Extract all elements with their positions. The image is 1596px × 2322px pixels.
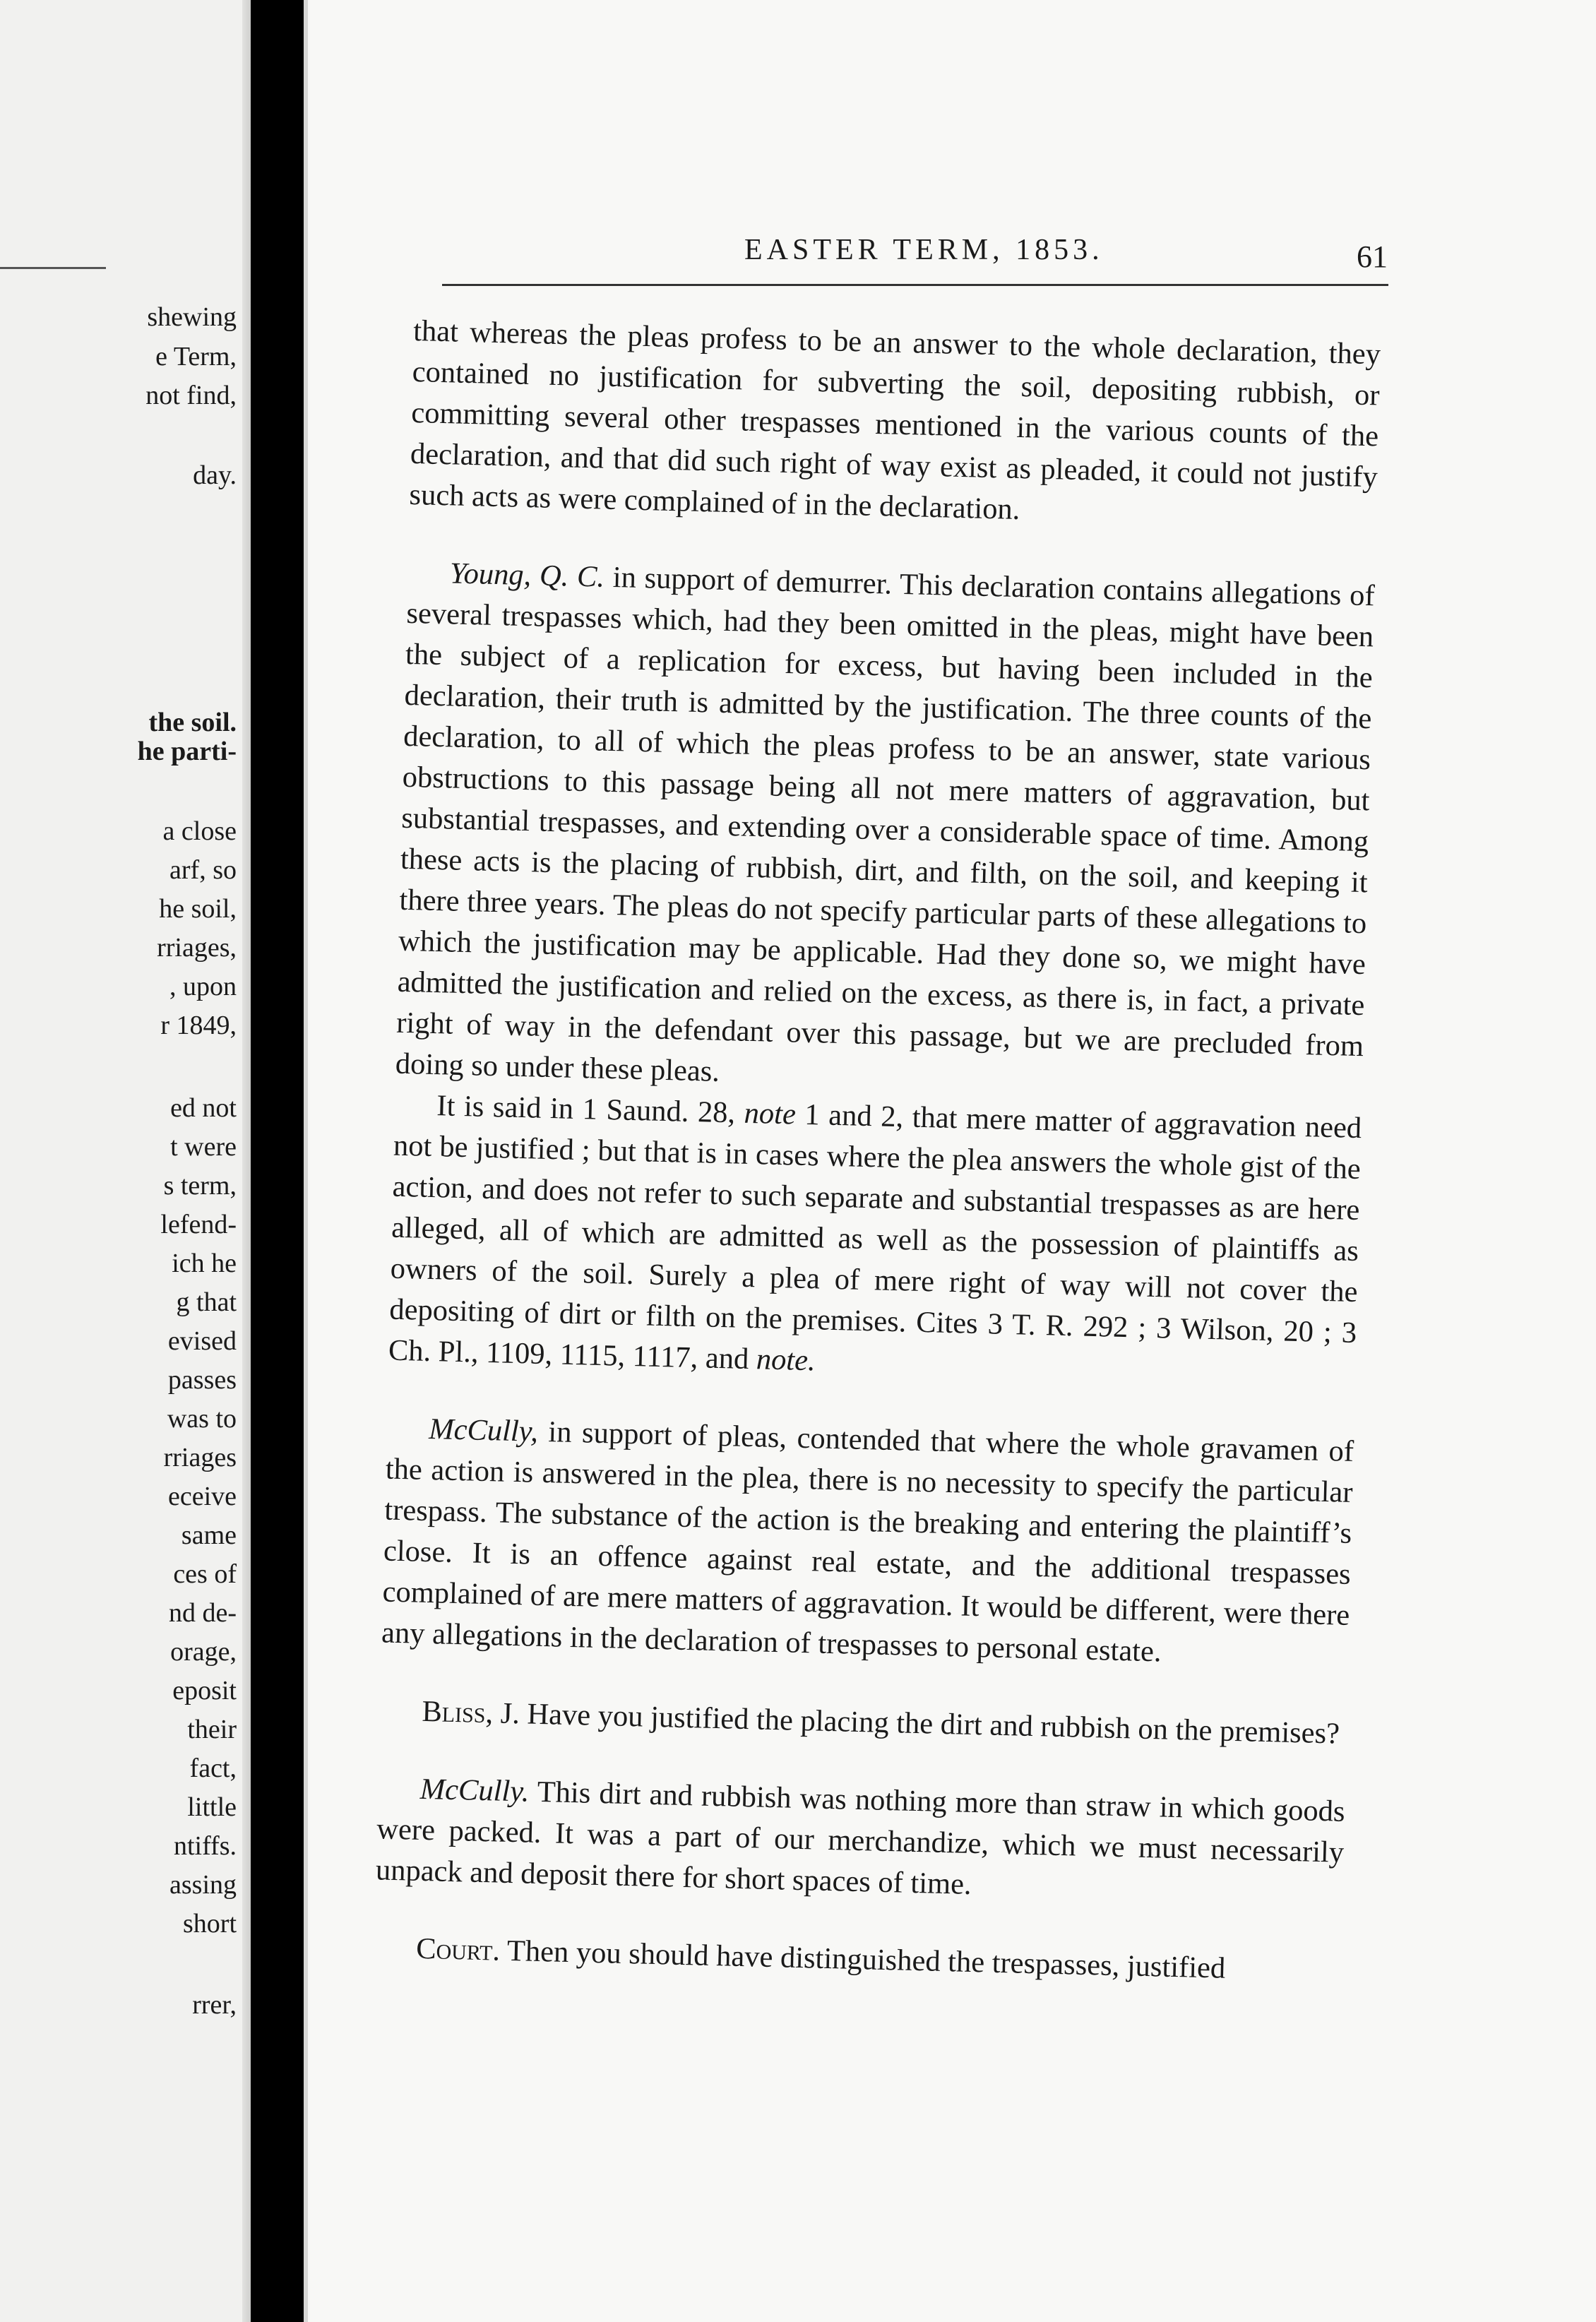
left-text-fragment: rrer, [192,1990,237,2020]
paragraph-text: 1 and 2, that mere matter of aggravation need not be justified ; but that is in cases where the plea answers the whole gist of the action, and does not refer to such separate and substantial trespasses as are here alleged, all of which are admitted as well as the possession of plaintiffs as owners of the soil. Surely a plea of mere right of way will not cover the depositing of dirt or filth on the premises. Cites 3 T. R. 292 ; 3 Wilson, 20 ; 3 Ch. Pl., 1109, 1115, 1117, and [388,1097,1362,1376]
left-text-fragment: rriages [163,1443,237,1472]
left-text-fragment: nd de- [168,1598,237,1628]
left-text-fragment: short [183,1909,237,1939]
paragraph-court-response [374,1927,1342,1991]
left-text-fragment: evised [167,1326,237,1356]
body-text [374,311,1381,1992]
paragraph-continuation [409,311,1381,539]
page-number: 61 [1357,239,1388,274]
left-text-fragment: ich he [172,1249,237,1278]
left-text-fragment: shewing [147,302,237,332]
left-text-fragment: rriages, [157,933,237,963]
paragraph-young-argument [395,552,1375,1108]
speaker-name: Court. [415,1931,501,1967]
left-text-fragment: day. [193,460,237,490]
left-text-fragment: passes [167,1365,237,1395]
left-text-fragment: t were [170,1132,237,1162]
left-text-fragment: eceive [167,1482,237,1511]
left-page-gutter-edge [242,0,251,2322]
left-text-fragment: lefend- [160,1210,237,1239]
paragraph-text: It is said in 1 Saund. 28, [436,1089,745,1130]
paragraph-mccully-argument [381,1408,1354,1677]
speaker-name: Bliss, J. [421,1694,520,1731]
italic-note: note. [756,1342,816,1378]
paragraph-text: Have you justified the placing the dirt and rubbish on the premises? [519,1697,1340,1751]
left-text-fragment: r 1849, [160,1011,237,1040]
left-header-rule [0,267,106,269]
left-text-fragment: , upon [169,972,237,1001]
paragraph-text: Then you should have distinguished the trespasses, justified [499,1934,1226,1985]
left-text-fragment: s term, [163,1171,237,1201]
left-text-fragment: arf, so [169,855,237,885]
left-text-fragment: a close [162,816,237,846]
left-text-fragment: he parti- [137,737,237,766]
speaker-name: Young, Q. C. [449,556,605,594]
paragraph-text: in support of pleas, contended that where the whole gravamen of the action is answered in the plea, there is no necessity to specify the particular trespass. The substance of the action is the breaking and entering the plaintiff’s close. It is an offence against real estate, and the additional trespasses complained of are mere matters of aggravation. It would be different, were there any allegations in the declaration of trespasses to personal estate. [381,1415,1354,1669]
left-text-fragment: he soil, [159,894,237,924]
paragraph-saunders-citation [388,1085,1362,1395]
left-text-fragment: not find, [145,381,237,410]
left-text-fragment: eposit [172,1676,237,1705]
left-text-fragment: assing [169,1870,237,1900]
speaker-name: McCully. [419,1772,530,1809]
left-text-fragment: orage, [170,1637,237,1667]
header-rule [442,284,1388,286]
left-text-fragment: their [187,1715,237,1744]
left-text-fragment: little [187,1792,237,1822]
paragraph-text: This dirt and rubbish was nothing more than straw in which goods were packed. It was a part of our merchandize, which we must necessarily unpack and deposit there for short spaces of time. [375,1775,1346,1901]
left-text-fragment: was to [167,1404,237,1434]
left-text-fragment: same [181,1520,237,1550]
left-text-fragment: ed not [170,1093,237,1123]
left-text-fragment: the soil. [148,708,237,737]
running-title: EASTER TERM, 1853. [744,234,1104,266]
left-facing-page [0,0,251,2322]
italic-note: note [744,1096,797,1131]
paragraph-text: that whereas the pleas profess to be an answer to the whole declaration, they contained no justification for subverting the soil, depositing rubbish, or committing several other trespasses mentioned in the various counts of the declaration, and that did such right of way exist as pleaded, it could not justify such acts as were complained of in the declaration. [409,314,1381,527]
speaker-name: McCully, [428,1412,539,1448]
left-text-fragment: ntiffs. [173,1831,237,1861]
paragraph-mccully-reply [375,1768,1345,1914]
paragraph-bliss-question [379,1690,1347,1754]
left-text-fragment: ces of [173,1559,237,1589]
left-text-fragment: g that [176,1287,237,1317]
left-text-fragment: e Term, [155,342,237,371]
left-text-fragment: fact, [189,1754,237,1783]
right-page [304,0,1596,2322]
paragraph-text: in support of demurrer. This declaration contains allegations of several trespasses which, had they been omitted in the pleas, might have been the subject of a replication for excess, but having been included in the declaration, their truth is admitted by the justification. The three counts of the declaration, to all of which the pleas profess to be an answer, state various obstructions to this passage being all not mere matters of aggravation, but substantial trespasses, and extending over a considerable space of time. Among these acts is the placing of rubbish, dirt, and filth, on the soil, and keeping it there three years. The pleas do not specify particular parts of these allegations to which the justification may be applicable. Had they done so, we might have admitted the justification and relied on the excess, as there is, in fact, a private right of way in the defendant over this passage, but we are precluded from doing so under these pleas. [395,560,1376,1088]
